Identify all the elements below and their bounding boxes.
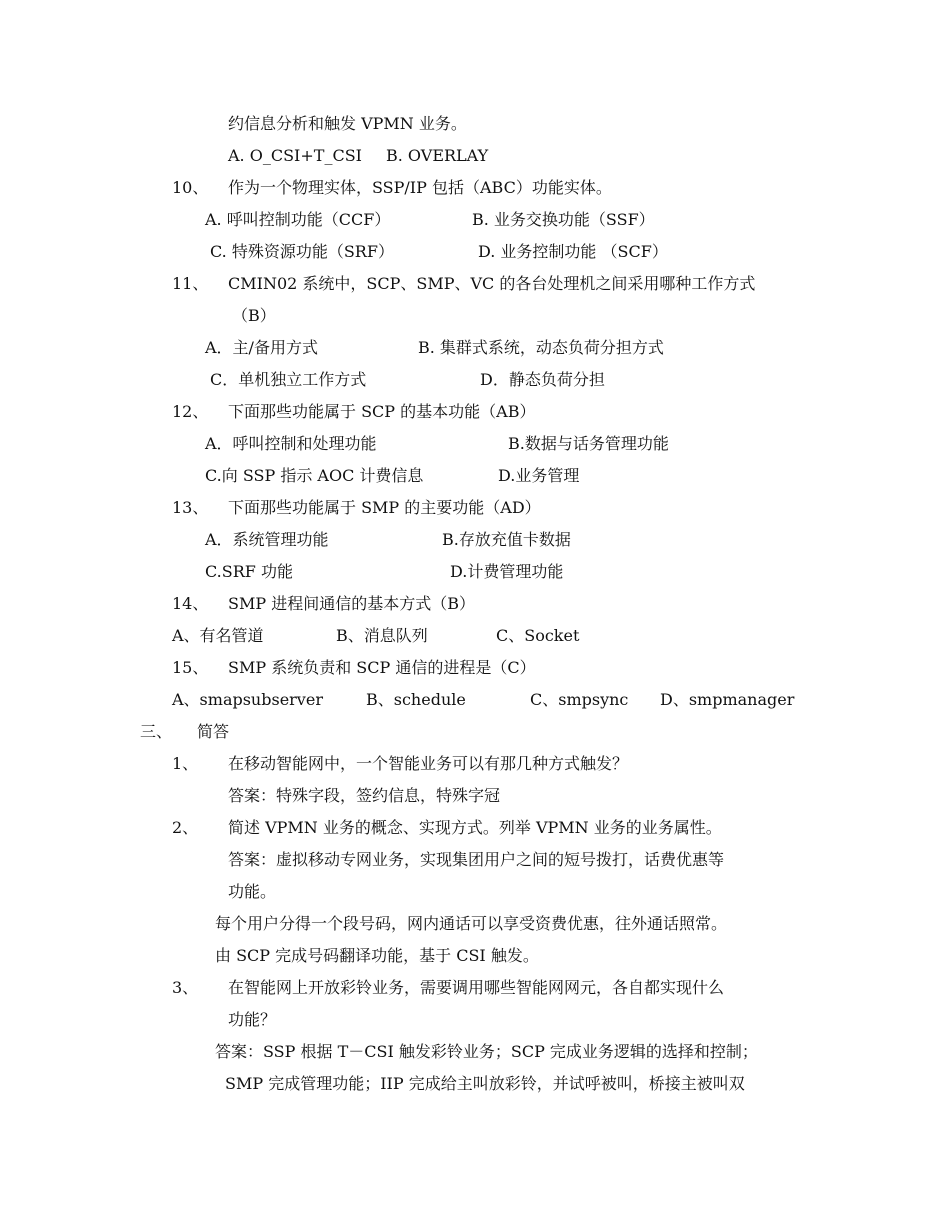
q10-option-c: C. 特殊资源功能（SRF） [210, 242, 394, 261]
q11-continuation: （B） [232, 306, 276, 325]
q11-option-d: D．静态负荷分担 [480, 370, 605, 389]
s3-number: 3、 [172, 978, 199, 997]
q10-text: 作为一个物理实体，SSP/IP 包括（ABC）功能实体。 [228, 178, 612, 197]
q14-text: SMP 进程间通信的基本方式（B） [228, 594, 475, 613]
q14-number: 14、 [172, 594, 209, 613]
q12-option-a: A．呼叫控制和处理功能 [205, 434, 377, 453]
q14-option-a: A、有名管道 [172, 626, 264, 645]
s2-number: 2、 [172, 818, 199, 837]
s3-continuation: 功能？ [228, 1010, 277, 1029]
s2-answer-line4: 由 SCP 完成号码翻译功能，基于 CSI 触发。 [215, 946, 539, 965]
q10-option-b: B. 业务交换功能（SSF） [472, 210, 655, 229]
s3-answer-line1: 答案：SSP 根据 T－CSI 触发彩铃业务；SCP 完成业务逻辑的选择和控制； [215, 1042, 758, 1061]
q12-option-c: C.向 SSP 指示 AOC 计费信息 [205, 466, 424, 485]
q15-number: 15、 [172, 658, 209, 677]
q15-option-b: B、schedule [366, 690, 466, 709]
q13-option-a: A．系统管理功能 [205, 530, 329, 549]
q13-option-c: C.SRF 功能 [205, 562, 293, 581]
q14-option-c: C、Socket [496, 626, 580, 645]
s1-number: 1、 [172, 754, 199, 773]
q14-option-b: B、消息队列 [336, 626, 428, 645]
s2-text: 简述 VPMN 业务的概念、实现方式。列举 VPMN 业务的业务属性。 [228, 818, 722, 837]
q11-option-b: B. 集群式系统，动态负荷分担方式 [418, 338, 664, 357]
q12-number: 12、 [172, 402, 209, 421]
q13-option-b: B.存放充值卡数据 [442, 530, 571, 549]
s2-answer-line3: 每个用户分得一个段号码，网内通话可以享受资费优惠，往外通话照常。 [215, 914, 728, 933]
q10-option-a: A. 呼叫控制功能（CCF） [205, 210, 391, 229]
q15-option-d: D、smpmanager [660, 690, 795, 709]
q11-option-a: A．主/备用方式 [205, 338, 318, 357]
q11-number: 11、 [172, 274, 209, 293]
q12-text: 下面那些功能属于 SCP 的基本功能（AB） [228, 402, 536, 421]
s1-text: 在移动智能网中，一个智能业务可以有那几种方式触发？ [228, 754, 629, 773]
q15-text: SMP 系统负责和 SCP 通信的进程是（C） [228, 658, 536, 677]
q15-option-c: C、smpsync [530, 690, 629, 709]
q11-option-c: C．单机独立工作方式 [210, 370, 367, 389]
q10-option-d: D. 业务控制功能 （SCF） [478, 242, 668, 261]
s2-answer-line2: 功能。 [228, 882, 277, 901]
q9-continuation: 约信息分析和触发 VPMN 业务。 [228, 114, 467, 133]
q13-number: 13、 [172, 498, 209, 517]
q13-option-d: D.计费管理功能 [450, 562, 564, 581]
q11-text: CMIN02 系统中，SCP、SMP、VC 的各台处理机之间采用哪种工作方式 [228, 274, 756, 293]
q10-number: 10、 [172, 178, 209, 197]
s2-answer-line1: 答案：虚拟移动专网业务，实现集团用户之间的短号拨打，话费优惠等 [228, 850, 725, 869]
q13-text: 下面那些功能属于 SMP 的主要功能（AD） [228, 498, 541, 517]
q9-option-b: B. OVERLAY [386, 146, 489, 165]
s3-text: 在智能网上开放彩铃业务，需要调用哪些智能网网元，各自都实现什么 [228, 978, 725, 997]
q9-option-a: A. O_CSI+T_CSI [228, 146, 362, 165]
s1-answer: 答案：特殊字段，签约信息，特殊字冠 [228, 786, 501, 805]
section-number: 三、 [140, 722, 173, 741]
s3-answer-line2: SMP 完成管理功能；IIP 完成给主叫放彩铃，并试呼被叫，桥接主被叫双 [225, 1074, 745, 1093]
q15-option-a: A、smapsubserver [172, 690, 323, 709]
q12-option-b: B.数据与话务管理功能 [508, 434, 669, 453]
section-title: 简答 [197, 722, 230, 741]
q12-option-d: D.业务管理 [498, 466, 580, 485]
